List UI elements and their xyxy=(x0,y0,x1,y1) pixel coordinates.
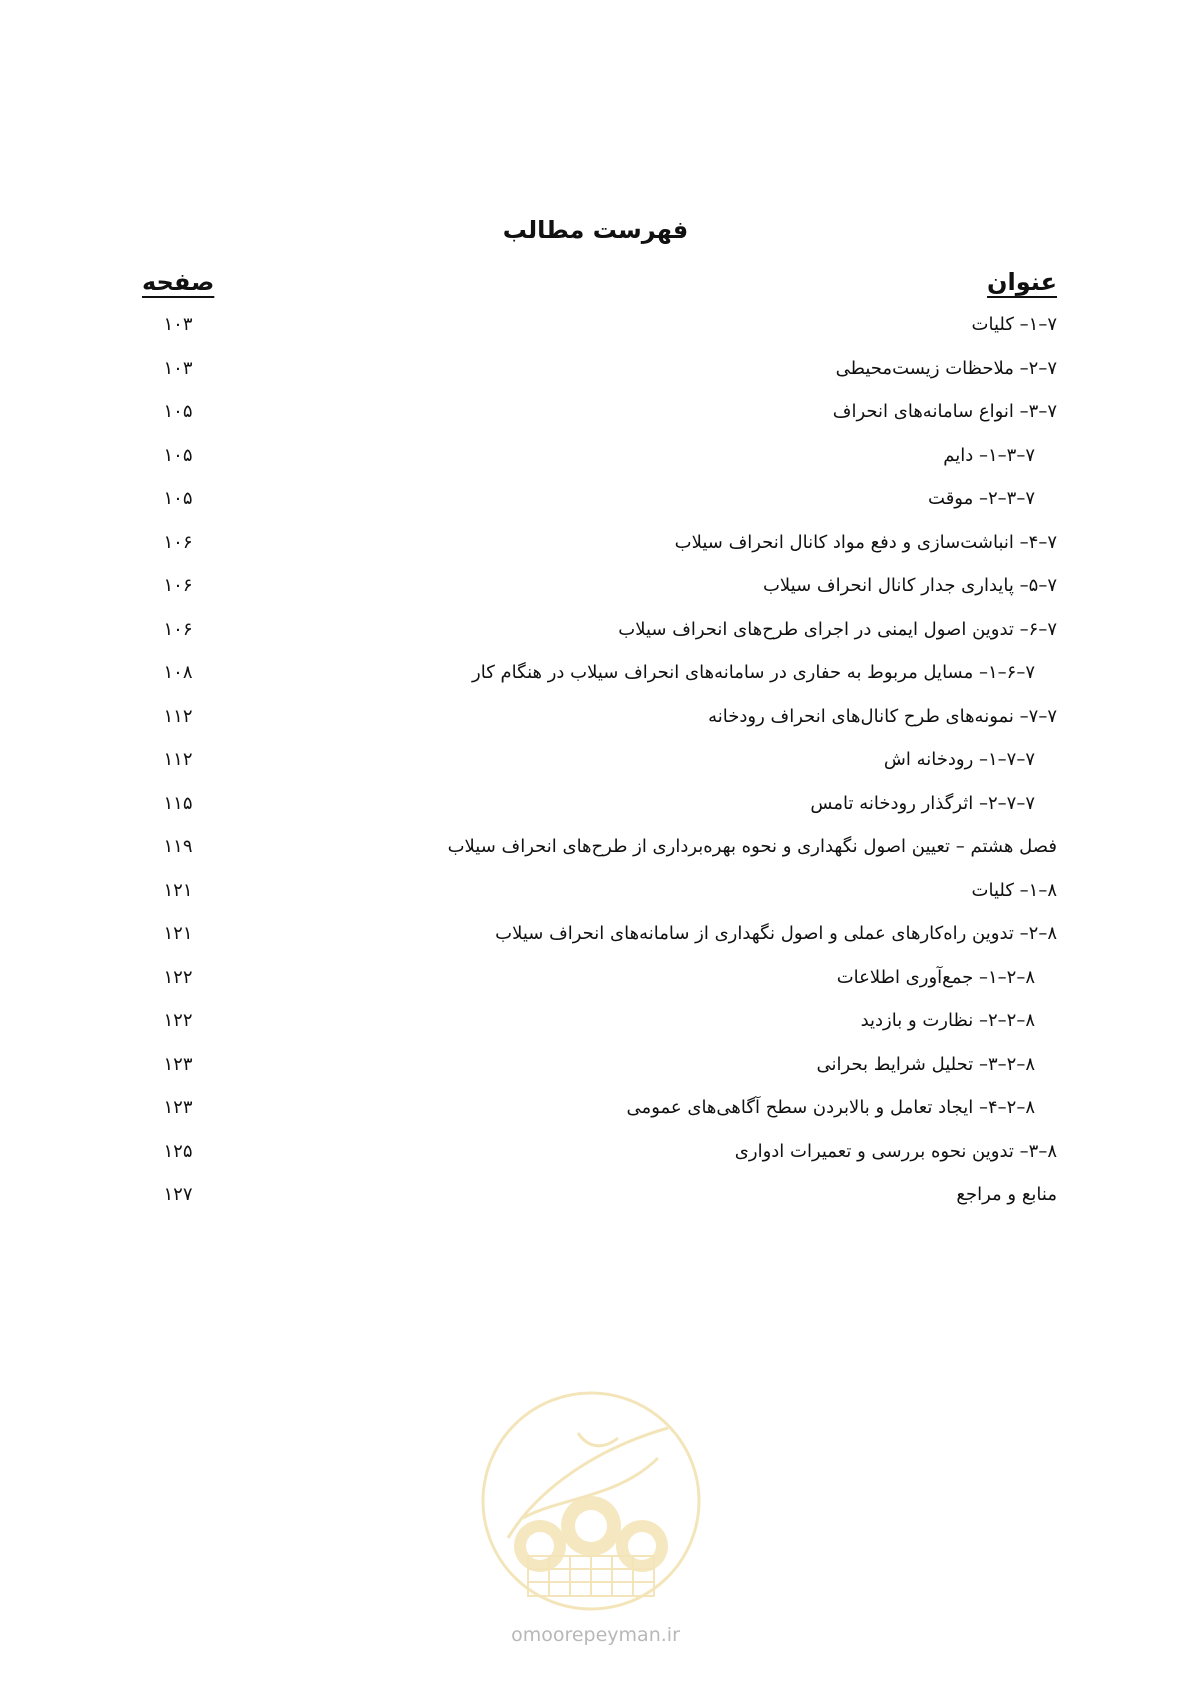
toc-entry-page-number: ۱۲۲ xyxy=(163,1010,193,1031)
toc-entry-title: ۸–۲–۳– تحلیل شرایط بحرانی xyxy=(816,1053,1035,1075)
toc-row xyxy=(130,401,1057,445)
column-heading-page: صفحه xyxy=(142,268,215,296)
toc-entry-title: ۸–۳– تدوین نحوه بررسی و تعمیرات ادواری xyxy=(734,1140,1057,1162)
toc-row xyxy=(130,1184,1057,1228)
toc-entry-title: ۷–۶–۱– مسایل مربوط به حفاری در سامانه‌های انحراف سیلاب در هنگام کار xyxy=(472,662,1035,683)
toc-entry-page-number: ۱۱۵ xyxy=(163,792,193,814)
toc-row xyxy=(130,793,1057,837)
toc-entry-page-number: ۱۰۵ xyxy=(163,444,193,466)
toc-entry-page-number: ۱۲۱ xyxy=(163,879,193,901)
toc-entry-title: ۷–۶– تدوین اصول ایمنی در اجرای طرح‌های انحراف سیلاب xyxy=(618,618,1057,640)
toc-entry-title: ۷–۲– ملاحظات زیست‌محیطی xyxy=(835,357,1057,379)
toc-entry-page-number: ۱۰۶ xyxy=(163,531,193,553)
toc-entry-page-number: ۱۲۷ xyxy=(163,1184,193,1205)
toc-entry-page-number: ۱۰۳ xyxy=(163,357,193,379)
toc-row xyxy=(130,662,1057,706)
toc-row xyxy=(130,967,1057,1011)
toc-entry-title: ۷–۳– انواع سامانه‌های انحراف xyxy=(832,401,1057,422)
watermark-url: omoorepeyman.ir xyxy=(511,1624,680,1646)
toc-entry-title: ۸–۲– تدوین راه‌کارهای عملی و اصول نگهداری از سامانه‌های انحراف سیلاب xyxy=(495,923,1057,944)
toc-row xyxy=(130,1054,1057,1098)
toc-row xyxy=(130,836,1057,880)
toc-entry-title: ۸–۲–۱– جمع‌آوری اطلاعات xyxy=(836,966,1035,988)
publisher-watermark-logo xyxy=(478,1388,704,1614)
toc-entry-title: ۸–۲–۲– نظارت و بازدید xyxy=(860,1010,1035,1031)
toc-entry-title: ۷–۱– کلیات xyxy=(971,314,1057,335)
toc-entry-page-number: ۱۰۸ xyxy=(163,662,193,683)
toc-entry-title: منابع و مراجع xyxy=(956,1184,1057,1205)
toc-entry-page-number: ۱۲۳ xyxy=(163,1053,193,1075)
toc-row xyxy=(130,575,1057,619)
table-of-contents xyxy=(130,314,1057,1228)
toc-entry-page-number: ۱۰۵ xyxy=(163,488,193,509)
toc-row xyxy=(130,358,1057,402)
toc-row xyxy=(130,532,1057,576)
toc-entry-title: فصل هشتم – تعیین اصول نگهداری و نحوه بهره‌برداری از طرح‌های انحراف سیلاب xyxy=(447,836,1057,857)
toc-row xyxy=(130,1141,1057,1185)
toc-entry-page-number: ۱۱۲ xyxy=(163,705,193,727)
toc-row xyxy=(130,923,1057,967)
toc-entry-page-number: ۱۲۳ xyxy=(163,1097,193,1118)
toc-entry-title: ۷–۳–۲– موقت xyxy=(928,488,1035,509)
toc-entry-title: ۷–۷– نمونه‌های طرح کانال‌های انحراف رودخانه xyxy=(708,705,1057,727)
toc-row xyxy=(130,488,1057,532)
toc-entry-title: ۷–۴– انباشت‌سازی و دفع مواد کانال انحراف سیلاب xyxy=(674,531,1057,553)
toc-entry-page-number: ۱۲۵ xyxy=(163,1140,193,1162)
toc-entry-page-number: ۱۱۹ xyxy=(163,836,193,857)
toc-row xyxy=(130,749,1057,793)
toc-entry-page-number: ۱۰۵ xyxy=(163,401,193,422)
column-heading-title: عنوان xyxy=(987,268,1057,296)
toc-row xyxy=(130,314,1057,358)
toc-entry-title: ۷–۷–۲– اثرگذار رودخانه تامس xyxy=(810,792,1035,814)
toc-row xyxy=(130,1097,1057,1141)
toc-row xyxy=(130,1010,1057,1054)
toc-entry-page-number: ۱۲۲ xyxy=(163,966,193,988)
toc-entry-title: ۷–۷–۱– رودخانه اش xyxy=(883,749,1035,770)
toc-entry-title: ۸–۲–۴– ایجاد تعامل و بالابردن سطح آگاهی‌های عمومی xyxy=(626,1097,1035,1118)
toc-row xyxy=(130,880,1057,924)
toc-entry-title: ۷–۳–۱– دایم xyxy=(943,444,1035,466)
toc-entry-page-number: ۱۰۳ xyxy=(163,314,193,335)
toc-entry-page-number: ۱۲۱ xyxy=(163,923,193,944)
toc-entry-page-number: ۱۱۲ xyxy=(163,749,193,770)
toc-row xyxy=(130,706,1057,750)
page-title: فهرست مطالب xyxy=(502,216,689,244)
toc-entry-title: ۷–۵– پایداری جدار کانال انحراف سیلاب xyxy=(762,575,1057,596)
toc-entry-page-number: ۱۰۶ xyxy=(163,618,193,640)
toc-row xyxy=(130,619,1057,663)
toc-row xyxy=(130,445,1057,489)
toc-entry-title: ۸–۱– کلیات xyxy=(971,879,1057,901)
toc-entry-page-number: ۱۰۶ xyxy=(163,575,193,596)
